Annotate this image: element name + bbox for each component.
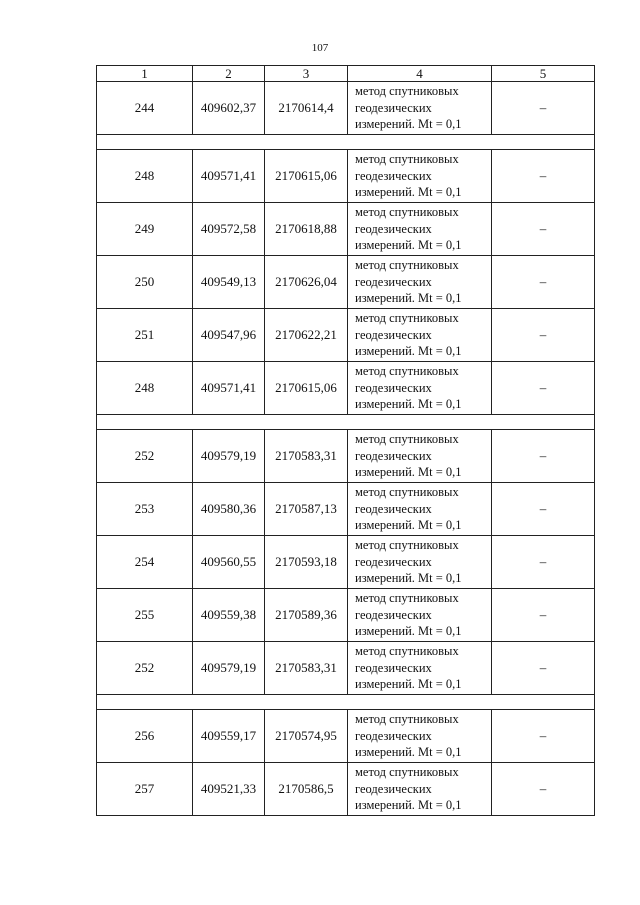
method-line: геодезических: [355, 660, 432, 675]
method-cell: [348, 536, 492, 589]
table-row: [97, 763, 595, 816]
method-line: метод спутниковых: [355, 152, 459, 167]
method-line: метод спутниковых: [355, 84, 459, 99]
method-line: метод спутниковых: [355, 205, 459, 220]
column-header-5: 5: [492, 66, 595, 82]
note-cell: –: [492, 309, 595, 362]
method-line: метод спутниковых: [355, 258, 459, 273]
y-coordinate-cell: 2170622,21: [265, 309, 348, 362]
method-cell: [348, 763, 492, 816]
method-line: измерений. Mt = 0,1: [355, 344, 462, 359]
x-coordinate-cell: 409579,19: [193, 430, 265, 483]
note-cell: –: [492, 763, 595, 816]
method-cell: [348, 642, 492, 695]
y-coordinate-cell: 2170593,18: [265, 536, 348, 589]
method-line: геодезических: [355, 728, 432, 743]
method-line: измерений. Mt = 0,1: [355, 624, 462, 639]
y-coordinate-cell: 2170586,5: [265, 763, 348, 816]
method-cell: [348, 483, 492, 536]
group-separator-row: [97, 135, 595, 150]
method-line: геодезических: [355, 168, 432, 183]
method-line: метод спутниковых: [355, 765, 459, 780]
y-coordinate-cell: 2170589,36: [265, 589, 348, 642]
table-row: [97, 203, 595, 256]
table-row: [97, 309, 595, 362]
x-coordinate-cell: 409559,38: [193, 589, 265, 642]
x-coordinate-cell: 409580,36: [193, 483, 265, 536]
method-cell: [348, 256, 492, 309]
column-header-4: 4: [348, 66, 492, 82]
table-row: [97, 150, 595, 203]
method-line: метод спутниковых: [355, 311, 459, 326]
column-header-3: 3: [265, 66, 348, 82]
x-coordinate-cell: 409579,19: [193, 642, 265, 695]
method-line: геодезических: [355, 607, 432, 622]
method-cell: [348, 309, 492, 362]
y-coordinate-cell: 2170583,31: [265, 430, 348, 483]
y-coordinate-cell: 2170615,06: [265, 150, 348, 203]
group-separator-row: [97, 695, 595, 710]
method-line: геодезических: [355, 554, 432, 569]
x-coordinate-cell: 409571,41: [193, 362, 265, 415]
point-number-cell: 254: [97, 536, 193, 589]
coordinates-table: [96, 65, 595, 816]
method-line: метод спутниковых: [355, 485, 459, 500]
table-row: [97, 710, 595, 763]
table-row: [97, 483, 595, 536]
point-number-cell: 244: [97, 82, 193, 135]
separator-cell: [97, 415, 595, 430]
header-row: [97, 66, 595, 82]
note-cell: –: [492, 256, 595, 309]
point-number-cell: 257: [97, 763, 193, 816]
x-coordinate-cell: 409549,13: [193, 256, 265, 309]
method-line: метод спутниковых: [355, 712, 459, 727]
method-line: измерений. Mt = 0,1: [355, 185, 462, 200]
note-cell: –: [492, 150, 595, 203]
note-cell: –: [492, 642, 595, 695]
method-line: измерений. Mt = 0,1: [355, 117, 462, 132]
method-line: метод спутниковых: [355, 364, 459, 379]
column-header-2: 2: [193, 66, 265, 82]
table-row: [97, 536, 595, 589]
x-coordinate-cell: 409521,33: [193, 763, 265, 816]
table-row: [97, 256, 595, 309]
table-row: [97, 362, 595, 415]
y-coordinate-cell: 2170583,31: [265, 642, 348, 695]
note-cell: –: [492, 203, 595, 256]
method-line: геодезических: [355, 781, 432, 796]
method-cell: [348, 150, 492, 203]
method-line: измерений. Mt = 0,1: [355, 571, 462, 586]
y-coordinate-cell: 2170626,04: [265, 256, 348, 309]
point-number-cell: 252: [97, 642, 193, 695]
method-line: измерений. Mt = 0,1: [355, 465, 462, 480]
table-row: [97, 589, 595, 642]
point-number-cell: 250: [97, 256, 193, 309]
method-cell: [348, 710, 492, 763]
method-line: метод спутниковых: [355, 538, 459, 553]
x-coordinate-cell: 409547,96: [193, 309, 265, 362]
method-line: измерений. Mt = 0,1: [355, 291, 462, 306]
note-cell: –: [492, 82, 595, 135]
separator-cell: [97, 695, 595, 710]
note-cell: –: [492, 710, 595, 763]
table-row: [97, 430, 595, 483]
point-number-cell: 248: [97, 150, 193, 203]
x-coordinate-cell: 409559,17: [193, 710, 265, 763]
x-coordinate-cell: 409560,55: [193, 536, 265, 589]
method-cell: [348, 430, 492, 483]
x-coordinate-cell: 409602,37: [193, 82, 265, 135]
method-cell: [348, 589, 492, 642]
method-line: измерений. Mt = 0,1: [355, 677, 462, 692]
method-line: измерений. Mt = 0,1: [355, 518, 462, 533]
method-cell: [348, 82, 492, 135]
point-number-cell: 249: [97, 203, 193, 256]
x-coordinate-cell: 409571,41: [193, 150, 265, 203]
table-row: [97, 82, 595, 135]
method-cell: [348, 362, 492, 415]
table-row: [97, 642, 595, 695]
method-line: геодезических: [355, 221, 432, 236]
page-number: 107: [311, 42, 329, 54]
note-cell: –: [492, 536, 595, 589]
method-line: геодезических: [355, 274, 432, 289]
method-line: геодезических: [355, 380, 432, 395]
method-line: геодезических: [355, 448, 432, 463]
method-cell: [348, 203, 492, 256]
y-coordinate-cell: 2170587,13: [265, 483, 348, 536]
method-line: геодезических: [355, 100, 432, 115]
method-line: метод спутниковых: [355, 644, 459, 659]
method-line: метод спутниковых: [355, 432, 459, 447]
note-cell: –: [492, 362, 595, 415]
y-coordinate-cell: 2170618,88: [265, 203, 348, 256]
method-line: измерений. Mt = 0,1: [355, 798, 462, 813]
method-line: геодезических: [355, 327, 432, 342]
table-body: [97, 82, 595, 816]
point-number-cell: 253: [97, 483, 193, 536]
group-separator-row: [97, 415, 595, 430]
method-line: измерений. Mt = 0,1: [355, 238, 462, 253]
method-line: геодезических: [355, 501, 432, 516]
y-coordinate-cell: 2170615,06: [265, 362, 348, 415]
point-number-cell: 252: [97, 430, 193, 483]
point-number-cell: 251: [97, 309, 193, 362]
point-number-cell: 248: [97, 362, 193, 415]
method-line: измерений. Mt = 0,1: [355, 745, 462, 760]
note-cell: –: [492, 589, 595, 642]
point-number-cell: 255: [97, 589, 193, 642]
method-line: метод спутниковых: [355, 591, 459, 606]
y-coordinate-cell: 2170574,95: [265, 710, 348, 763]
x-coordinate-cell: 409572,58: [193, 203, 265, 256]
column-header-1: 1: [97, 66, 193, 82]
point-number-cell: 256: [97, 710, 193, 763]
note-cell: –: [492, 483, 595, 536]
note-cell: –: [492, 430, 595, 483]
y-coordinate-cell: 2170614,4: [265, 82, 348, 135]
separator-cell: [97, 135, 595, 150]
method-line: измерений. Mt = 0,1: [355, 397, 462, 412]
